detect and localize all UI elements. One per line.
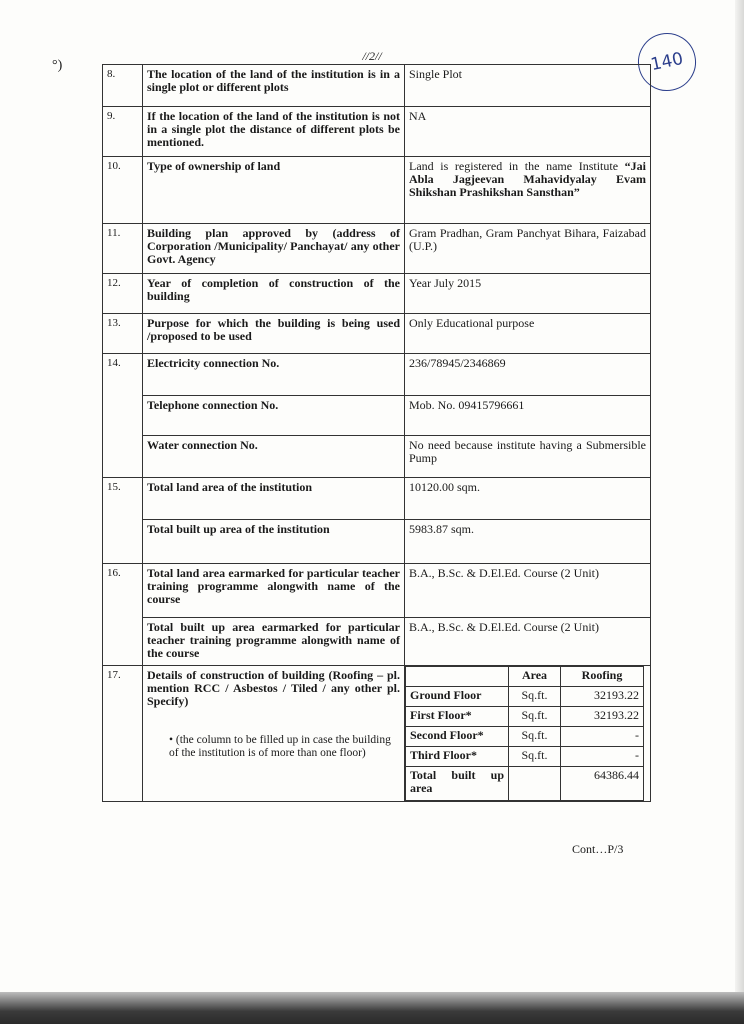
question: If the location of the land of the institution is not in a single plot the distance of different plots be mentioned. bbox=[143, 107, 405, 157]
question: Electricity connection No. bbox=[143, 354, 405, 396]
page-number: //2// bbox=[362, 49, 382, 63]
table-row bbox=[103, 564, 651, 618]
table-row bbox=[103, 274, 651, 314]
column-header-roofing: Roofing bbox=[561, 667, 644, 687]
construction-question: Details of construction of building (Roofing – pl. mention RCC / Asbestos / Tiled / any other pl. Specify) bbox=[147, 668, 400, 708]
table-row bbox=[103, 224, 651, 274]
answer: Mob. No. 09415796661 bbox=[405, 396, 651, 436]
institute-name: “Jai Abla Jagjeevan Mahavidyalay Evam Shikshan Prashikshan Sansthan” bbox=[409, 159, 646, 199]
answer: 10120.00 sqm. bbox=[405, 478, 651, 520]
question: Total land area of the institution bbox=[143, 478, 405, 520]
question: Telephone connection No. bbox=[143, 396, 405, 436]
land-building-details-table bbox=[102, 64, 651, 802]
table-row bbox=[406, 687, 644, 707]
question: Building plan approved by (address of Corporation /Municipality/ Panchayat/ any other Govt. Agency bbox=[143, 224, 405, 274]
serial-number: 17. bbox=[103, 666, 143, 802]
table-row bbox=[103, 666, 651, 802]
table-row bbox=[103, 436, 651, 478]
question: Purpose for which the building is being used /proposed to be used bbox=[143, 314, 405, 354]
serial-number: 8. bbox=[103, 65, 143, 107]
answer: 5983.87 sqm. bbox=[405, 520, 651, 564]
question: Year of completion of construction of the building bbox=[143, 274, 405, 314]
floor-note bbox=[169, 734, 400, 760]
floor-roofing: 32193.22 bbox=[561, 687, 644, 707]
answer: 236/78945/2346869 bbox=[405, 354, 651, 396]
question: Total built up area earmarked for particular teacher training programme alongwith name of the course bbox=[143, 618, 405, 666]
table-row bbox=[103, 65, 651, 107]
answer: Only Educational purpose bbox=[405, 314, 651, 354]
table-row bbox=[103, 354, 651, 396]
table-row bbox=[103, 396, 651, 436]
table-row bbox=[103, 618, 651, 666]
answer: Single Plot bbox=[405, 65, 651, 107]
answer: B.A., B.Sc. & D.El.Ed. Course (2 Unit) bbox=[405, 618, 651, 666]
question bbox=[143, 666, 405, 802]
table-row bbox=[406, 747, 644, 767]
answer: NA bbox=[405, 107, 651, 157]
header-blank bbox=[406, 667, 509, 687]
answer: No need because institute having a Submersible Pump bbox=[405, 436, 651, 478]
serial-number: 16. bbox=[103, 564, 143, 666]
total-roofing: 64386.44 bbox=[561, 767, 644, 801]
answer: B.A., B.Sc. & D.El.Ed. Course (2 Unit) bbox=[405, 564, 651, 618]
scan-edge bbox=[735, 0, 744, 1024]
table-row bbox=[103, 478, 651, 520]
table-row bbox=[406, 667, 644, 687]
answer bbox=[405, 666, 651, 802]
question: Total built up area of the institution bbox=[143, 520, 405, 564]
table-row bbox=[406, 767, 644, 801]
floor-area: Sq.ft. bbox=[509, 727, 561, 747]
floor-area: Sq.ft. bbox=[509, 747, 561, 767]
question: Water connection No. bbox=[143, 436, 405, 478]
floor-name: Second Floor* bbox=[406, 727, 509, 747]
note-text: (the column to be filled up in case the building of the institution is of more than one floor) bbox=[169, 734, 391, 759]
bullet-icon: • bbox=[169, 734, 174, 746]
floor-roofing: - bbox=[561, 747, 644, 767]
floor-name: Third Floor* bbox=[406, 747, 509, 767]
answer: Year July 2015 bbox=[405, 274, 651, 314]
table-row bbox=[103, 157, 651, 224]
serial-number: 14. bbox=[103, 354, 143, 478]
floor-area: Sq.ft. bbox=[509, 707, 561, 727]
answer: Gram Pradhan, Gram Panchyat Bihara, Faizabad (U.P.) bbox=[405, 224, 651, 274]
answer-text: Land is registered in the name Institute bbox=[409, 159, 619, 173]
table-row bbox=[103, 520, 651, 564]
continued-note: Cont…P/3 bbox=[572, 842, 624, 856]
table-row bbox=[406, 707, 644, 727]
table-row bbox=[406, 727, 644, 747]
column-header-area: Area bbox=[509, 667, 561, 687]
floor-area-table bbox=[405, 666, 644, 801]
total-area bbox=[509, 767, 561, 801]
answer bbox=[405, 157, 651, 224]
floor-name: First Floor* bbox=[406, 707, 509, 727]
page-stamp: 140 bbox=[633, 28, 702, 97]
floor-roofing: - bbox=[561, 727, 644, 747]
serial-number: 10. bbox=[103, 157, 143, 224]
table-row bbox=[103, 107, 651, 157]
floor-roofing: 32193.22 bbox=[561, 707, 644, 727]
floor-area: Sq.ft. bbox=[509, 687, 561, 707]
corner-mark: °) bbox=[52, 58, 63, 73]
scan-shadow bbox=[0, 992, 744, 1024]
total-label: Total built up area bbox=[406, 767, 509, 801]
serial-number: 9. bbox=[103, 107, 143, 157]
serial-number: 15. bbox=[103, 478, 143, 564]
table-row bbox=[103, 314, 651, 354]
question: Total land area earmarked for particular teacher training programme alongwith name of the course bbox=[143, 564, 405, 618]
floor-name: Ground Floor bbox=[406, 687, 509, 707]
serial-number: 12. bbox=[103, 274, 143, 314]
serial-number: 11. bbox=[103, 224, 143, 274]
question: The location of the land of the institution is in a single plot or different plots bbox=[143, 65, 405, 107]
question: Type of ownership of land bbox=[143, 157, 405, 224]
serial-number: 13. bbox=[103, 314, 143, 354]
